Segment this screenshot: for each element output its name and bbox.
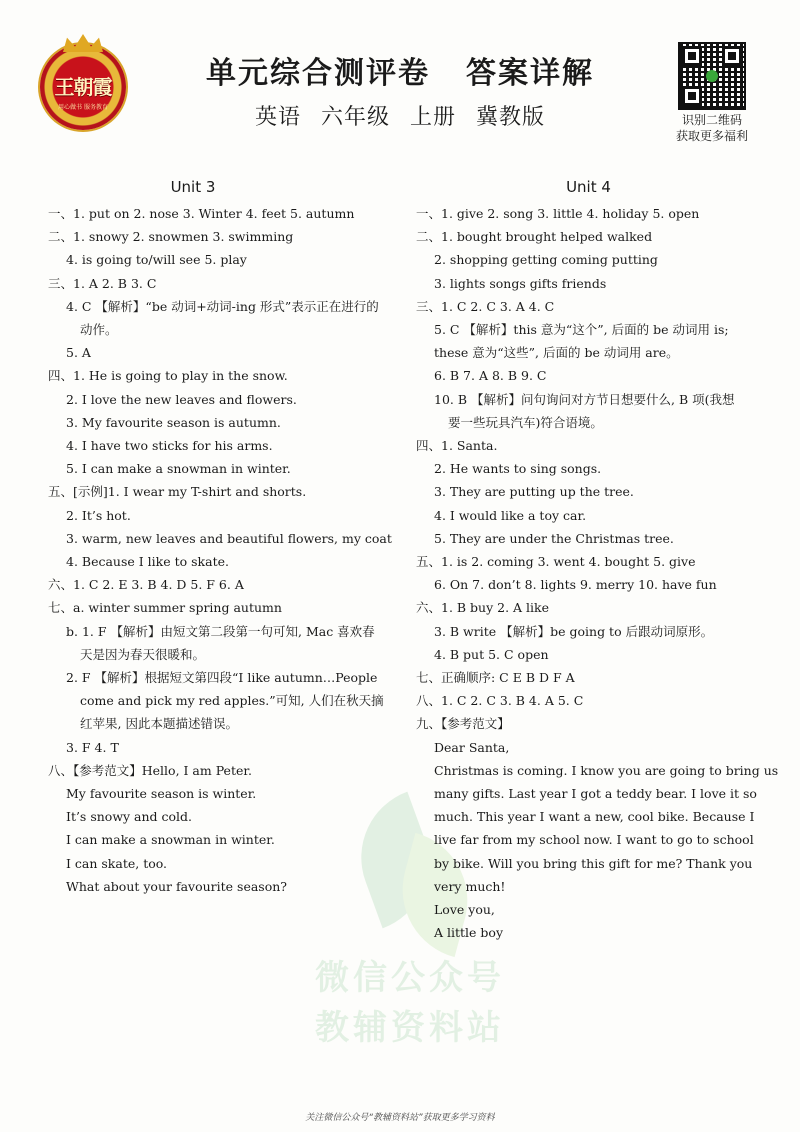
answer-line: 10. B 【解析】问句询问对方节日想要什么, B 项(我想 xyxy=(434,391,735,407)
answer-line: 3. warm, new leaves and beautiful flowers, my coat xyxy=(66,530,392,546)
answer-line: 七、a. winter summer spring autumn xyxy=(48,600,282,616)
qr-corner-icon xyxy=(722,46,742,66)
answer-line: 3. My favourite season is autumn. xyxy=(66,414,281,430)
answer-line: 2. F 【解析】根据短文第四段“I like autumn…People xyxy=(66,670,378,686)
answer-line: 八、1. C 2. C 3. B 4. A 5. C xyxy=(416,693,584,709)
logo-slogan: 用心做书 服务教育 xyxy=(58,104,108,111)
answer-line: 4. I have two sticks for his arms. xyxy=(66,438,273,454)
essay-line: I can make a snowman in winter. xyxy=(66,832,275,848)
answer-line: 4. C 【解析】“be 动词+动词-ing 形式”表示正在进行的 xyxy=(66,298,379,314)
essay-line: My favourite season is winter. xyxy=(66,786,257,802)
essay-line: I can skate, too. xyxy=(66,855,168,871)
answer-line: 三、1. A 2. B 3. C xyxy=(48,275,157,291)
answer-line: 九、【参考范文】 xyxy=(416,716,510,732)
answer-line: 二、1. bought brought helped walked xyxy=(416,229,653,245)
answer-line: 八、【参考范文】Hello, I am Peter. xyxy=(48,762,252,778)
answer-line: come and pick my red apples.”可知, 人们在秋天摘 xyxy=(80,693,384,709)
answer-line: 4. is going to/will see 5. play xyxy=(66,252,247,268)
answer-line: 五、[示例]1. I wear my T-shirt and shorts. xyxy=(48,484,307,500)
letter-line: Love you, xyxy=(434,902,495,918)
logo-text: 王朝霞 xyxy=(54,75,112,99)
unit4-title: Unit 4 xyxy=(566,178,611,196)
answer-line: 四、1. Santa. xyxy=(416,438,498,454)
answer-line: 5. I can make a snowman in winter. xyxy=(66,461,291,477)
subtitle-edition: 冀教版 xyxy=(476,105,546,130)
letter-line: by bike. Will you bring this gift for me? Thank you xyxy=(434,855,753,871)
answer-line: 5. C 【解析】this 意为“这个”, 后面的 be 动词用 is; xyxy=(434,322,729,338)
qr-corner-icon xyxy=(682,86,702,106)
answer-line: 3. lights songs gifts friends xyxy=(434,275,607,291)
answer-line: 一、1. put on 2. nose 3. Winter 4. feet 5. autumn xyxy=(48,206,355,221)
answer-line: 三、1. C 2. C 3. A 4. C xyxy=(416,298,555,314)
watermark-line-1: 微信公众号 xyxy=(315,958,505,998)
letter-line: very much! xyxy=(434,878,506,894)
answer-line: 一、1. give 2. song 3. little 4. holiday 5. open xyxy=(416,206,700,221)
answer-line: 六、1. C 2. E 3. B 4. D 5. F 6. A xyxy=(48,577,244,593)
letter-line: Christmas is coming. I know you are going to bring us xyxy=(434,762,779,778)
answer-line: 4. B put 5. C open xyxy=(434,646,549,662)
letter-line: many gifts. Last year I got a teddy bear. I love it so xyxy=(434,786,757,802)
letter-line: much. This year I want a new, cool bike. Because I xyxy=(434,809,755,825)
answer-line: 五、1. is 2. coming 3. went 4. bought 5. give xyxy=(416,554,696,570)
letter-line: live far from my school now. I want to go to school xyxy=(434,832,754,848)
answer-line: these 意为“这些”, 后面的 be 动词用 are。 xyxy=(434,345,679,361)
essay-line: It’s snowy and cold. xyxy=(66,809,193,825)
answer-line: b. 1. F 【解析】由短文第二段第一句可知, Mac 喜欢春 xyxy=(66,623,375,639)
answer-line: 6. On 7. don’t 8. lights 9. merry 10. have fun xyxy=(434,577,717,593)
answer-line: 3. They are putting up the tree. xyxy=(434,484,634,500)
letter-line: A little boy xyxy=(434,925,504,941)
qr-caption-1: 识别二维码 xyxy=(681,113,742,127)
answer-line: 5. They are under the Christmas tree. xyxy=(434,530,674,546)
subtitle-grade: 六年级 xyxy=(320,105,390,130)
answer-line: 天是因为春天很暖和。 xyxy=(80,646,206,662)
watermark-line-2: 教辅资料站 xyxy=(315,1008,505,1048)
subtitle-subject: 英语 xyxy=(254,105,301,130)
subtitle-volume: 上册 xyxy=(410,105,457,130)
unit3-title: Unit 3 xyxy=(170,178,216,196)
letter-line: Dear Santa, xyxy=(434,739,510,755)
qr-code[interactable] xyxy=(680,44,744,108)
footer-note: 关注微信公众号“教辅资料站”获取更多学习资料 xyxy=(305,1113,495,1123)
answer-line: 六、1. B buy 2. A like xyxy=(416,600,550,616)
answer-line: 七、正确顺序: C E B D F A xyxy=(416,670,575,686)
answer-line: 二、1. snowy 2. snowmen 3. swimming xyxy=(48,229,294,245)
answer-line: 红苹果, 因此本题描述错误。 xyxy=(80,716,238,732)
unit3-answers xyxy=(48,178,393,898)
answer-line: 动作。 xyxy=(80,322,118,338)
answer-line: 四、1. He is going to play in the snow. xyxy=(48,368,288,384)
answer-line: 2. shopping getting coming putting xyxy=(434,252,658,268)
answer-line: 6. B 7. A 8. B 9. C xyxy=(434,368,547,384)
title-left: 单元综合测评卷 xyxy=(206,56,430,91)
qr-center-icon xyxy=(706,70,718,82)
answer-line: 2. It’s hot. xyxy=(66,507,131,523)
qr-caption-2: 获取更多福利 xyxy=(675,129,748,143)
answer-line: 要一些玩具汽车)符合语境。 xyxy=(448,414,603,430)
qr-corner-icon xyxy=(682,46,702,66)
title-right: 答案详解 xyxy=(466,56,594,91)
answer-line: 4. I would like a toy car. xyxy=(434,507,587,523)
answer-line: 3. F 4. T xyxy=(66,739,119,755)
answer-line: 2. He wants to sing songs. xyxy=(434,461,602,477)
answer-line: 4. Because I like to skate. xyxy=(66,554,229,570)
answer-line: 3. B write 【解析】be going to 后跟动词原形。 xyxy=(434,623,714,639)
answer-line: 2. I love the new leaves and flowers. xyxy=(66,391,297,407)
unit4-answers xyxy=(416,178,779,945)
answer-line: 5. A xyxy=(66,345,91,361)
essay-line: What about your favourite season? xyxy=(66,878,288,894)
